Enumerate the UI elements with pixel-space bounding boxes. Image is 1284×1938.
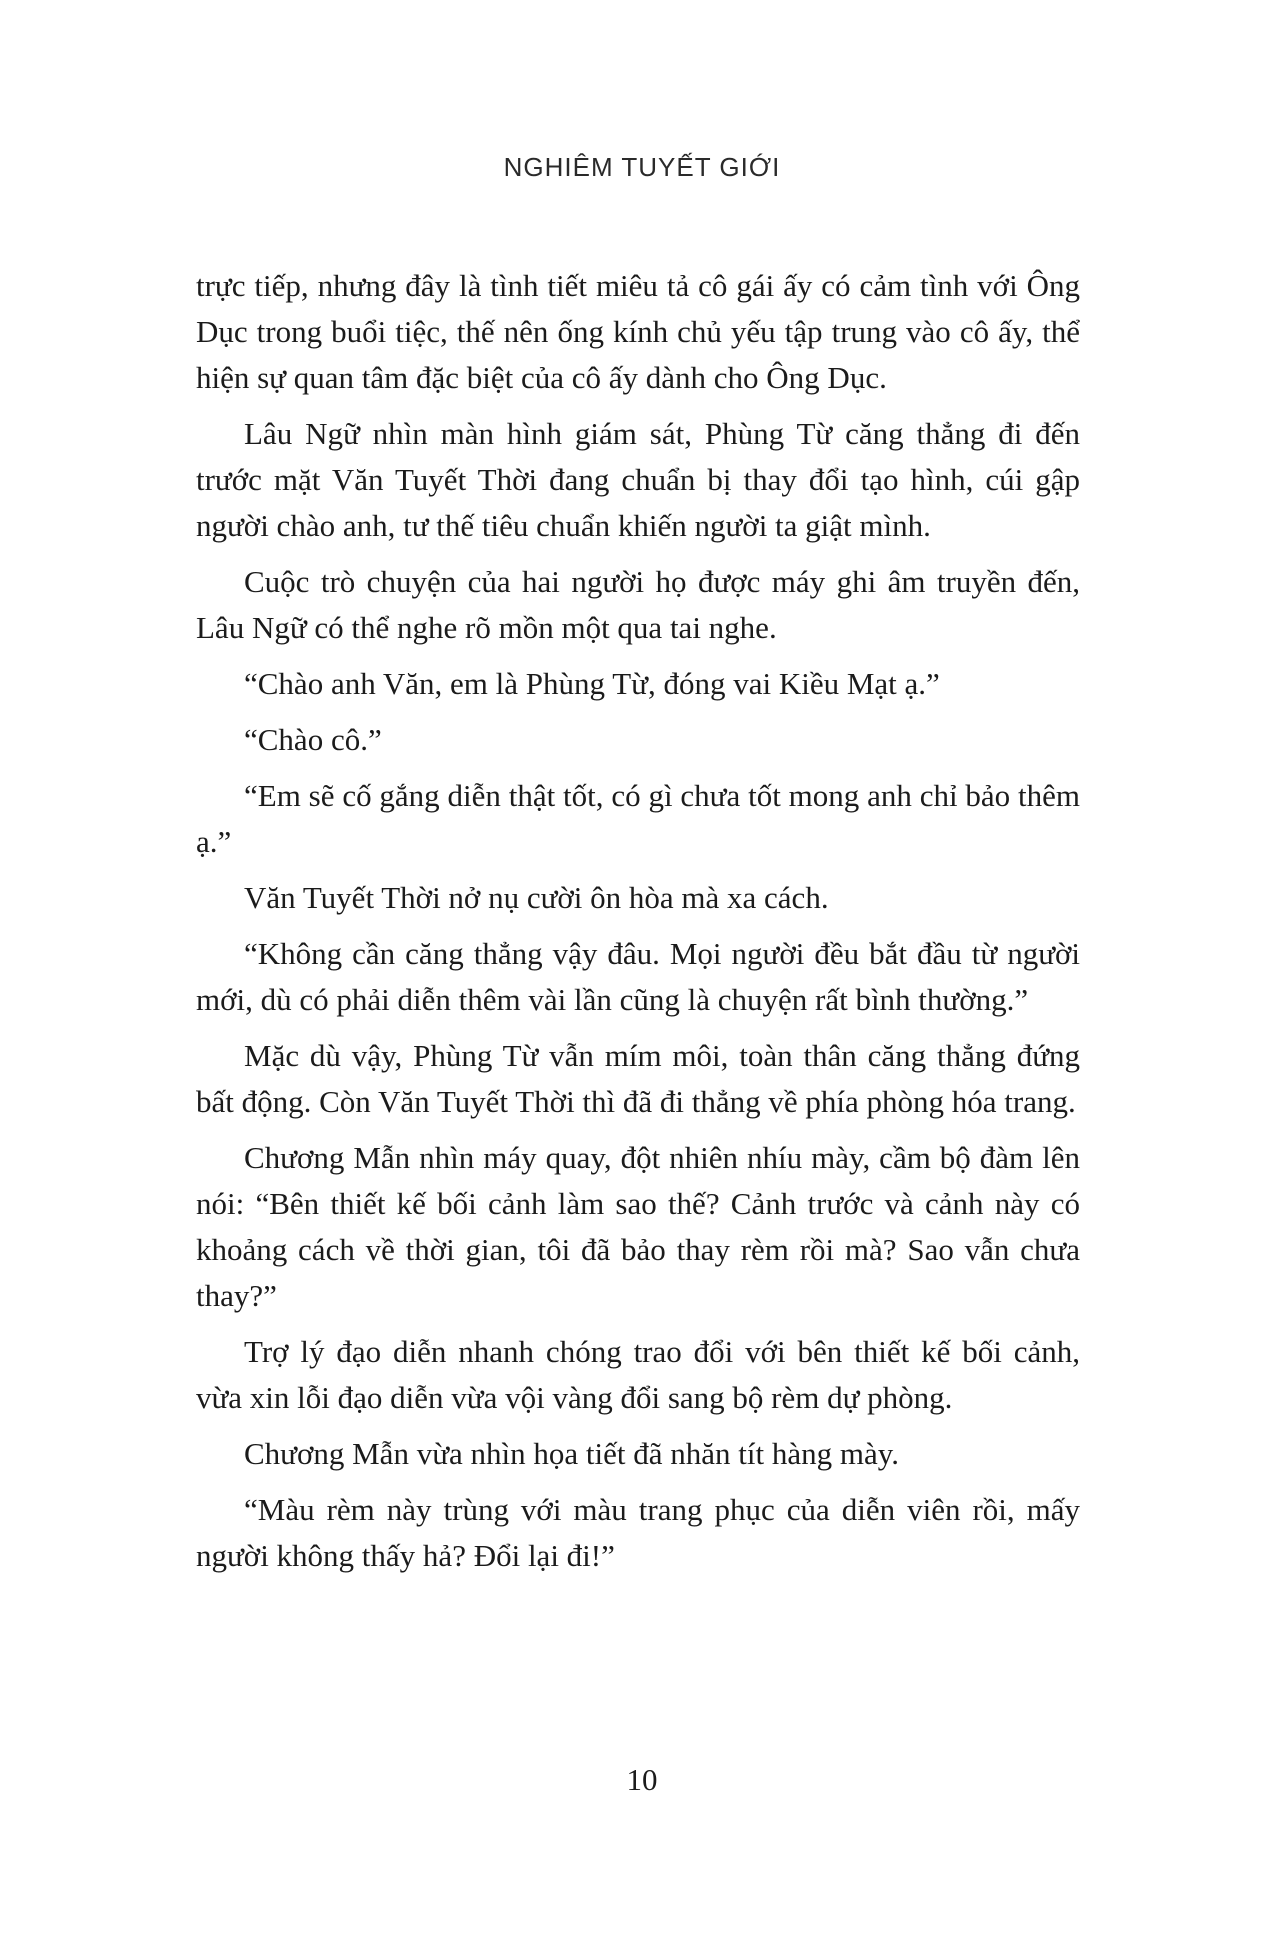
paragraph: Trợ lý đạo diễn nhanh chóng trao đổi với bên thiết kế bối cảnh, vừa xin lỗi đạo diễn vừa vội vàng đổi sang bộ rèm dự phòng.	[196, 1334, 1080, 1415]
body-text	[196, 263, 1080, 1589]
paragraph: “Không cần căng thẳng vậy đâu. Mọi người đều bắt đầu từ người mới, dù có phải diễn thêm vài lần cũng là chuyện rất bình thường.”	[196, 936, 1080, 1017]
paragraph: Cuộc trò chuyện của hai người họ được máy ghi âm truyền đến, Lâu Ngữ có thể nghe rõ mồn một qua tai nghe.	[196, 564, 1080, 645]
paragraph: “Em sẽ cố gắng diễn thật tốt, có gì chưa tốt mong anh chỉ bảo thêm ạ.”	[196, 778, 1080, 859]
paragraph: “Màu rèm này trùng với màu trang phục của diễn viên rồi, mấy người không thấy hả? Đổi lại đi!”	[196, 1492, 1080, 1573]
paragraph: “Chào cô.”	[244, 722, 382, 757]
page-number: 10	[626, 1762, 658, 1797]
paragraph: trực tiếp, nhưng đây là tình tiết miêu tả cô gái ấy có cảm tình với Ông Dục trong buổi tiệc, thế nên ống kính chủ yếu tập trung vào cô ấy, thể hiện sự quan tâm đặc biệt của cô ấy dành cho Ông Dục.	[196, 268, 1080, 395]
paragraph: Lâu Ngữ nhìn màn hình giám sát, Phùng Từ căng thẳng đi đến trước mặt Văn Tuyết Thời đang chuẩn bị thay đổi tạo hình, cúi gập người chào anh, tư thế tiêu chuẩn khiến người ta giật mình.	[196, 416, 1080, 543]
running-header-title: NGHIÊM TUYẾT GIỚI	[503, 152, 781, 182]
paragraph: “Chào anh Văn, em là Phùng Từ, đóng vai Kiều Mạt ạ.”	[244, 666, 940, 701]
paragraph: Mặc dù vậy, Phùng Từ vẫn mím môi, toàn thân căng thẳng đứng bất động. Còn Văn Tuyết Thời thì đã đi thẳng về phía phòng hóa trang.	[196, 1038, 1080, 1119]
paragraph: Chương Mẫn vừa nhìn họa tiết đã nhăn tít hàng mày.	[244, 1436, 899, 1471]
paragraph: Chương Mẫn nhìn máy quay, đột nhiên nhíu mày, cầm bộ đàm lên nói: “Bên thiết kế bối cảnh làm sao thế? Cảnh trước và cảnh này có khoảng cách về thời gian, tôi đã bảo thay rèm rồi mà? Sao vẫn chưa thay?”	[196, 1140, 1080, 1313]
paragraph: Văn Tuyết Thời nở nụ cười ôn hòa mà xa cách.	[244, 880, 829, 915]
